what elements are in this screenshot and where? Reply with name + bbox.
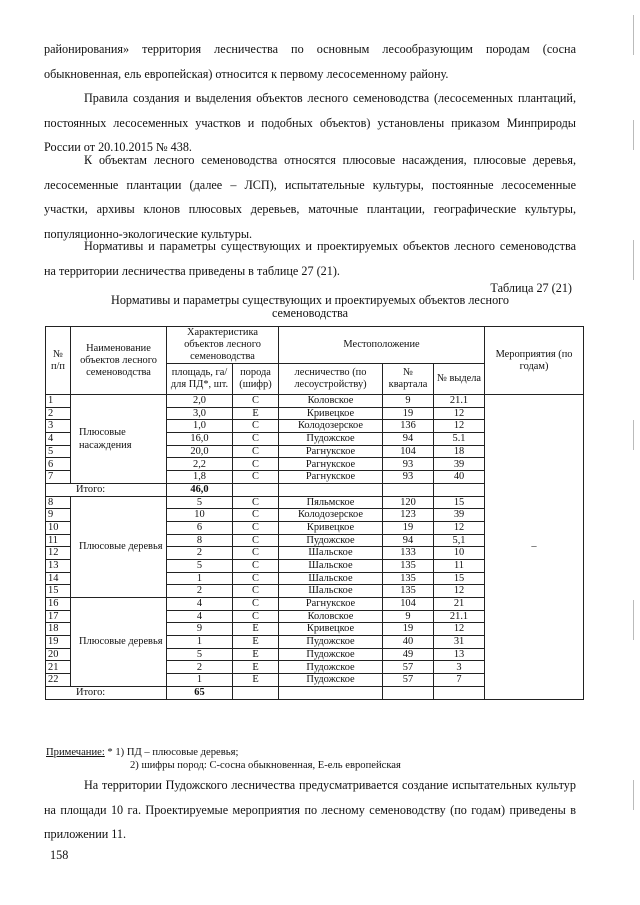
note-line-1: * 1) ПД – плюсовые деревья; [104, 747, 239, 758]
cell-forestry: Рагнукское [279, 445, 383, 458]
cell-quarter: 19 [383, 407, 434, 420]
empty-cell [383, 483, 434, 496]
cell-species: С [233, 433, 279, 446]
cell-forestry: Кривецкое [279, 623, 383, 636]
cell-forestry: Рагнукское [279, 598, 383, 611]
cell-forestry: Шальское [279, 559, 383, 572]
header-num: № п/п [46, 327, 71, 395]
cell-quarter: 57 [383, 674, 434, 687]
cell-num: 5 [46, 445, 71, 458]
page-number: 158 [50, 848, 69, 862]
cell-species: Е [233, 674, 279, 687]
cell-num: 16 [46, 598, 71, 611]
total-value: 65 [167, 686, 233, 699]
cell-plot: 11 [434, 559, 485, 572]
cell-quarter: 135 [383, 572, 434, 585]
cell-plot: 15 [434, 572, 485, 585]
cell-area: 3,0 [167, 407, 233, 420]
table-row [46, 395, 584, 408]
cell-area: 2 [167, 661, 233, 674]
cell-species: С [233, 559, 279, 572]
cell-plot: 12 [434, 420, 485, 433]
cell-forestry: Колодозерское [279, 420, 383, 433]
cell-quarter: 135 [383, 585, 434, 598]
header-forestry: лесничество (по лесоустройству) [279, 364, 383, 395]
paragraph-3: К объектам лесного семеноводства относятся плюсовые насаждения, плюсовые деревья, лесосеменные плантации (далее – ЛСП), испытательные культуры, постоянные лесосеменные участки, архивы клонов плюсовых деревьев, маточные плантации, географические культуры, популяционно-экологические культуры. [44, 153, 576, 241]
table-reference: Таблица 27 (21) [490, 281, 572, 295]
cell-species: С [233, 395, 279, 408]
cell-quarter: 9 [383, 395, 434, 408]
cell-area: 20,0 [167, 445, 233, 458]
cell-species: Е [233, 661, 279, 674]
cell-species: С [233, 471, 279, 484]
cell-plot: 21.1 [434, 610, 485, 623]
cell-num: 1 [46, 395, 71, 408]
cell-num: 9 [46, 509, 71, 522]
table-title: Нормативы и параметры существующих и проектируемых объектов лесного семеноводства [111, 293, 509, 320]
cell-num: 21 [46, 661, 71, 674]
cell-forestry: Пудожское [279, 534, 383, 547]
cell-forestry: Рагнукское [279, 471, 383, 484]
cell-forestry: Коловское [279, 610, 383, 623]
empty-cell [279, 483, 383, 496]
header-characteristics: Характеристика объектов лесного семеноводства [167, 327, 279, 364]
cell-area: 2 [167, 547, 233, 560]
empty-cell [434, 483, 485, 496]
cell-quarter: 120 [383, 496, 434, 509]
cell-plot: 10 [434, 547, 485, 560]
cell-forestry: Шальское [279, 585, 383, 598]
cell-plot: 21.1 [434, 395, 485, 408]
cell-area: 2,2 [167, 458, 233, 471]
paragraph-5: На территории Пудожского лесничества предусматривается создание испытательных культур на площади 10 га. Проектируемые мероприятия по лесному семеноводству (по годам) приведены в приложении 11. [44, 778, 576, 841]
cell-species: С [233, 509, 279, 522]
header-location: Местоположение [279, 327, 485, 364]
cell-num: 12 [46, 547, 71, 560]
cell-forestry: Кривецкое [279, 407, 383, 420]
cell-group-name: Плюсовые насаждения [71, 395, 167, 484]
cell-num: 18 [46, 623, 71, 636]
total-label: Итого: [46, 686, 167, 699]
cell-forestry: Шальское [279, 547, 383, 560]
cell-plot: 39 [434, 509, 485, 522]
cell-species: С [233, 496, 279, 509]
cell-num: 13 [46, 559, 71, 572]
cell-area: 8 [167, 534, 233, 547]
cell-num: 8 [46, 496, 71, 509]
cell-area: 2,0 [167, 395, 233, 408]
margin-scan-marks [624, 0, 636, 905]
total-label: Итого: [46, 483, 167, 496]
cell-plot: 12 [434, 623, 485, 636]
cell-plot: 5,1 [434, 534, 485, 547]
cell-area: 5 [167, 496, 233, 509]
header-quarter: № квартала [383, 364, 434, 395]
header-area: площадь, га/ для ПД*, шт. [167, 364, 233, 395]
cell-forestry: Кривецкое [279, 521, 383, 534]
cell-forestry: Пудожское [279, 636, 383, 649]
cell-forestry: Пудожское [279, 433, 383, 446]
cell-quarter: 9 [383, 610, 434, 623]
cell-area: 5 [167, 559, 233, 572]
cell-plot: 31 [434, 636, 485, 649]
cell-quarter: 123 [383, 509, 434, 522]
cell-species: С [233, 610, 279, 623]
note-line-2: 2) шифры пород: С-сосна обыкновенная, Е-ель европейская [130, 760, 401, 771]
cell-plot: 3 [434, 661, 485, 674]
cell-plot: 13 [434, 648, 485, 661]
cell-forestry: Пяльмское [279, 496, 383, 509]
table-note [46, 746, 401, 772]
header-name: Наименование объектов лесного семеноводства [71, 327, 167, 395]
cell-plot: 39 [434, 458, 485, 471]
cell-num: 14 [46, 572, 71, 585]
cell-quarter: 19 [383, 623, 434, 636]
cell-forestry: Рагнукское [279, 458, 383, 471]
cell-area: 2 [167, 585, 233, 598]
cell-num: 22 [46, 674, 71, 687]
cell-area: 6 [167, 521, 233, 534]
cell-forestry: Пудожское [279, 674, 383, 687]
cell-num: 15 [46, 585, 71, 598]
cell-species: С [233, 521, 279, 534]
cell-num: 2 [46, 407, 71, 420]
cell-area: 1 [167, 572, 233, 585]
cell-species: Е [233, 636, 279, 649]
cell-quarter: 133 [383, 547, 434, 560]
cell-quarter: 104 [383, 598, 434, 611]
cell-area: 1,0 [167, 420, 233, 433]
cell-species: Е [233, 623, 279, 636]
cell-num: 20 [46, 648, 71, 661]
cell-plot: 7 [434, 674, 485, 687]
cell-forestry: Пудожское [279, 648, 383, 661]
cell-plot: 21 [434, 598, 485, 611]
cell-measures: – [485, 395, 584, 700]
cell-plot: 18 [434, 445, 485, 458]
cell-group-name: Плюсовые деревья [71, 496, 167, 598]
cell-plot: 15 [434, 496, 485, 509]
paragraph-4: Нормативы и параметры существующих и проектируемых объектов лесного семеноводства на территории лесничества приведены в таблице 27 (21). [44, 239, 576, 278]
header-plot: № выдела [434, 364, 485, 395]
cell-species: С [233, 420, 279, 433]
cell-area: 16,0 [167, 433, 233, 446]
cell-quarter: 19 [383, 521, 434, 534]
cell-plot: 12 [434, 585, 485, 598]
header-measures: Мероприятия (по годам) [485, 327, 584, 395]
cell-species: С [233, 534, 279, 547]
cell-quarter: 104 [383, 445, 434, 458]
cell-quarter: 40 [383, 636, 434, 649]
cell-plot: 12 [434, 521, 485, 534]
empty-cell [383, 686, 434, 699]
paragraph-1: районирования» территория лесничества по основным лесообразующим породам (сосна обыкновенная, ель европейская) относится к первому лесосеменному району. [44, 42, 576, 81]
cell-quarter: 57 [383, 661, 434, 674]
cell-num: 17 [46, 610, 71, 623]
cell-quarter: 94 [383, 534, 434, 547]
cell-area: 1,8 [167, 471, 233, 484]
cell-area: 1 [167, 636, 233, 649]
cell-num: 3 [46, 420, 71, 433]
note-label: Примечание: [46, 747, 105, 758]
cell-species: С [233, 445, 279, 458]
cell-num: 7 [46, 471, 71, 484]
cell-species: Е [233, 407, 279, 420]
cell-num: 4 [46, 433, 71, 446]
cell-quarter: 93 [383, 471, 434, 484]
cell-group-name: Плюсовые деревья [71, 598, 167, 687]
cell-species: С [233, 585, 279, 598]
cell-area: 10 [167, 509, 233, 522]
paragraph-2: Правила создания и выделения объектов лесного семеноводства (лесосеменных плантаций, постоянных лесосеменных участков и подобных объектов) установлены приказом Минприроды России от 20.10.2015 № 438. [44, 91, 576, 154]
cell-species: С [233, 458, 279, 471]
cell-num: 11 [46, 534, 71, 547]
cell-plot: 12 [434, 407, 485, 420]
cell-forestry: Шальское [279, 572, 383, 585]
cell-species: С [233, 598, 279, 611]
total-value: 46,0 [167, 483, 233, 496]
cell-quarter: 136 [383, 420, 434, 433]
empty-cell [279, 686, 383, 699]
cell-num: 19 [46, 636, 71, 649]
empty-cell [233, 483, 279, 496]
header-species: порода (шифр) [233, 364, 279, 395]
cell-area: 4 [167, 598, 233, 611]
cell-species: С [233, 547, 279, 560]
cell-area: 1 [167, 674, 233, 687]
cell-quarter: 93 [383, 458, 434, 471]
cell-forestry: Пудожское [279, 661, 383, 674]
cell-plot: 5.1 [434, 433, 485, 446]
cell-quarter: 135 [383, 559, 434, 572]
cell-quarter: 94 [383, 433, 434, 446]
cell-num: 10 [46, 521, 71, 534]
cell-species: С [233, 572, 279, 585]
cell-species: Е [233, 648, 279, 661]
seed-objects-table [45, 326, 584, 700]
cell-forestry: Колодозерское [279, 509, 383, 522]
cell-quarter: 49 [383, 648, 434, 661]
cell-area: 4 [167, 610, 233, 623]
cell-area: 9 [167, 623, 233, 636]
cell-plot: 40 [434, 471, 485, 484]
empty-cell [434, 686, 485, 699]
cell-num: 6 [46, 458, 71, 471]
cell-area: 5 [167, 648, 233, 661]
cell-forestry: Коловское [279, 395, 383, 408]
empty-cell [233, 686, 279, 699]
